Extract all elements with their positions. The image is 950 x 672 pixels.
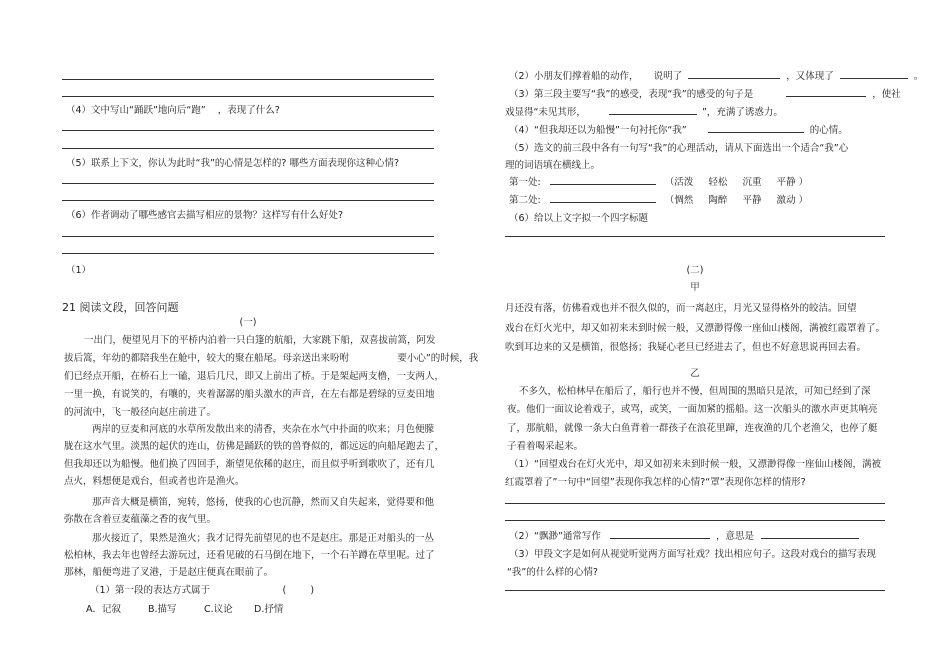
answer-blank[interactable]	[610, 529, 710, 539]
mc-option-a[interactable]: A．记叙	[86, 604, 121, 615]
passage-line: 那声音大概是横笛，宛转，悠扬，使我的心也沉静，然而又自失起来，觉得要和他	[92, 497, 435, 508]
part-2-title: (二)	[686, 265, 704, 276]
answer-line[interactable]	[62, 79, 434, 80]
slot-first-options: （活泼 轻松 沉重 平静 ）	[664, 177, 809, 188]
question-5: （5）选文的前三段中各有一句写“我”的心理活动，请从下面选出一个适合“我”心	[509, 143, 849, 154]
question-5: （5）联系上下文，你认为此时“我”的心情是怎样的? 哪些方面表现你这种心情?	[66, 158, 399, 169]
passage-line: 了，那航船，就像一条大白鱼背着一群孩子在浪花里蹿，连夜渔的几个老渔父，也停了艇	[507, 423, 878, 434]
answer-line[interactable]	[62, 96, 434, 97]
question-3-text: ，使社	[872, 89, 901, 100]
question-2-text: （2）小朋友们撑着船的动作， 说明了	[509, 71, 683, 82]
answer-line[interactable]	[505, 503, 885, 504]
b-question-1: （1）“回望戏台在灯火光中，却又如初来未到时候一般，又漂渺得像一座仙山楼阁，满被	[509, 459, 881, 470]
mc-option-d[interactable]: D.抒情	[254, 604, 284, 615]
answer-line[interactable]	[62, 236, 434, 237]
answer-line[interactable]	[505, 236, 885, 237]
answer-blank[interactable]	[688, 69, 780, 79]
question-6: （6）给以上文字拟一个四字标题	[509, 213, 649, 224]
b-question-3-cont: “我”的什么样的心情?	[507, 567, 598, 578]
question-3-text: 戏显得“未见其形，	[505, 107, 586, 118]
question-3-text: （3）第三段主要写“我”的感受，表现“我”的感受的句子是	[509, 89, 754, 100]
passage-line: 吹到耳边来的又是横笛，很悠扬；我疑心老旦已经进去了，但也不好意思说再回去看。	[505, 342, 867, 353]
answer-line[interactable]	[62, 148, 434, 149]
passage-line: 那林，船便弯进了叉港，于是赵庄便真在眼前了。	[64, 567, 274, 578]
passage-line: 拔后篙，年幼的都陪我坐在舱中，较大的聚在船尾。母亲送出来吩咐 要小心”的时候，我	[64, 353, 479, 364]
b-question-2-text: （2）“飘渺”通常写作	[509, 531, 601, 542]
passage-line: 不多久，松柏林早在船后了，船行也并不慢，但周围的黑暗只是浓，可知已经到了深	[519, 386, 871, 397]
passage-line: 一里一换，有说笑的，有嚷的，夹着潺潺的船头激水的声音，在左右都是碧绿的豆麦田地	[64, 389, 435, 400]
part-1-title: (一)	[239, 317, 257, 328]
answer-line[interactable]	[505, 520, 885, 521]
answer-blank[interactable]	[761, 529, 859, 539]
slot-second	[509, 192, 808, 206]
answer-line[interactable]	[62, 200, 434, 201]
answer-blank[interactable]	[708, 123, 804, 133]
slot-second-label: 第二处:	[509, 195, 541, 206]
mc-option-b[interactable]: B.描写	[148, 604, 177, 615]
answer-blank[interactable]	[550, 175, 656, 185]
passage-line: 戏台在灯火光中，却又如初来未到时候一般，又漂渺得像一座仙山楼阁，满被红霞罩着了。	[505, 323, 886, 334]
left-column	[62, 0, 479, 672]
passage-line: 一出门，便望见月下的平桥内泊着一只白篷的航船，大家跳下船，双喜拔前篙，阿发	[84, 335, 436, 346]
passage-line: 那火接近了，果然是渔火；我才记得先前望见的也不是赵庄。那是正对船头的一丛	[92, 533, 435, 544]
question-4-text: 的心情。	[809, 125, 848, 136]
answer-blank[interactable]	[609, 105, 697, 115]
b-question-2-text: ，意思是	[715, 531, 754, 542]
answer-line[interactable]	[505, 590, 885, 591]
passage-line: 夜。他们一面议论着戏子，或骂，或笑，一面加紧的摇船。这一次船头的激水声更其响亮	[507, 404, 878, 415]
answer-line[interactable]	[62, 183, 434, 184]
passage-yi-title: 乙	[690, 368, 700, 379]
question-3-text: ”，充满了诱惑力。	[701, 107, 783, 118]
passage-line: 两岸的豆麦和河底的水草所发散出来的清香，夹杂在水气中扑面的吹来；月色便朦	[92, 424, 435, 435]
answer-line[interactable]	[62, 253, 434, 254]
question-2-text: ，又体现了	[786, 71, 834, 82]
question-5-cont: 理的词语填在横线上。	[505, 160, 601, 171]
passage-line: 子看着喝采起来。	[507, 441, 584, 452]
answer-blank[interactable]	[786, 87, 866, 97]
question-4	[509, 122, 848, 136]
question-4: （4）文中写山“踊跃”地向后“跑” ，表现了什么?	[66, 105, 280, 116]
question-2	[509, 68, 923, 82]
question-3-cont	[505, 104, 783, 118]
passage-jia-title: 甲	[690, 282, 700, 293]
question-2-end: 。	[913, 71, 924, 82]
answer-marker: （1）	[66, 265, 92, 276]
answer-line[interactable]	[62, 130, 434, 131]
passage-line: 松柏林，我去年也曾经去游玩过，还看见破的石马倒在地下，一个石羊蹲在草里呢。过了	[64, 550, 435, 561]
passage-line: 弥散在含着豆麦蕴藻之香的夜气里。	[64, 514, 217, 525]
b-question-1-cont: 红霞罩着了”一句中“回望”表现你我怎样的心情?“罩”表现你怎样的情形?	[505, 477, 806, 488]
slot-second-options: （惆然 陶醉 平静 激动 ）	[664, 195, 809, 206]
answer-blank[interactable]	[550, 193, 656, 203]
question-4-text: （4）“但我却还以为船慢”一句衬托你“我”	[509, 125, 687, 136]
mc-question: （1）第一段的表达方式属于 ( )	[90, 585, 315, 596]
b-question-3: （3）甲段文字是如何从视觉听觉两方面写社戏？找出相应句子。这段对戏台的描写表现	[509, 549, 877, 560]
question-3	[509, 86, 901, 100]
question-6: （6）作者调动了哪些感官去描写相应的景物？这样写有什么好处?	[66, 210, 344, 221]
slot-first-label: 第一处:	[509, 177, 541, 188]
b-question-2	[509, 528, 859, 542]
passage-line: 月还没有落，仿佛看戏也并不很久似的，而一离赵庄，月光又显得格外的皎洁。回望	[505, 303, 857, 314]
passage-line: 的河流中，飞一般径向赵庄前进了。	[64, 407, 217, 418]
slot-first	[509, 174, 808, 188]
passage-line: 们已经点开船，在桥石上一磕，退后几尺，即又上前出了桥。于是架起两支橹，一支两人，	[64, 371, 445, 382]
section-21-title: 21 阅读文段，回答问题	[62, 301, 179, 314]
passage-line: 点火，料想便是戏台，但或者也许是渔火。	[64, 476, 245, 487]
answer-blank[interactable]	[840, 69, 908, 79]
passage-line: 胧在这水气里。淡黑的起伏的连山，仿佛是踊跃的铁的兽脊似的，都远远的向船尾跑去了，	[64, 441, 445, 452]
mc-option-c[interactable]: C.议论	[204, 604, 233, 615]
right-column	[505, 0, 924, 672]
passage-line: 但我却还以为船慢。他们换了四回手，渐望见依稀的赵庄，而且似乎听到歌吹了，还有几	[64, 459, 435, 470]
